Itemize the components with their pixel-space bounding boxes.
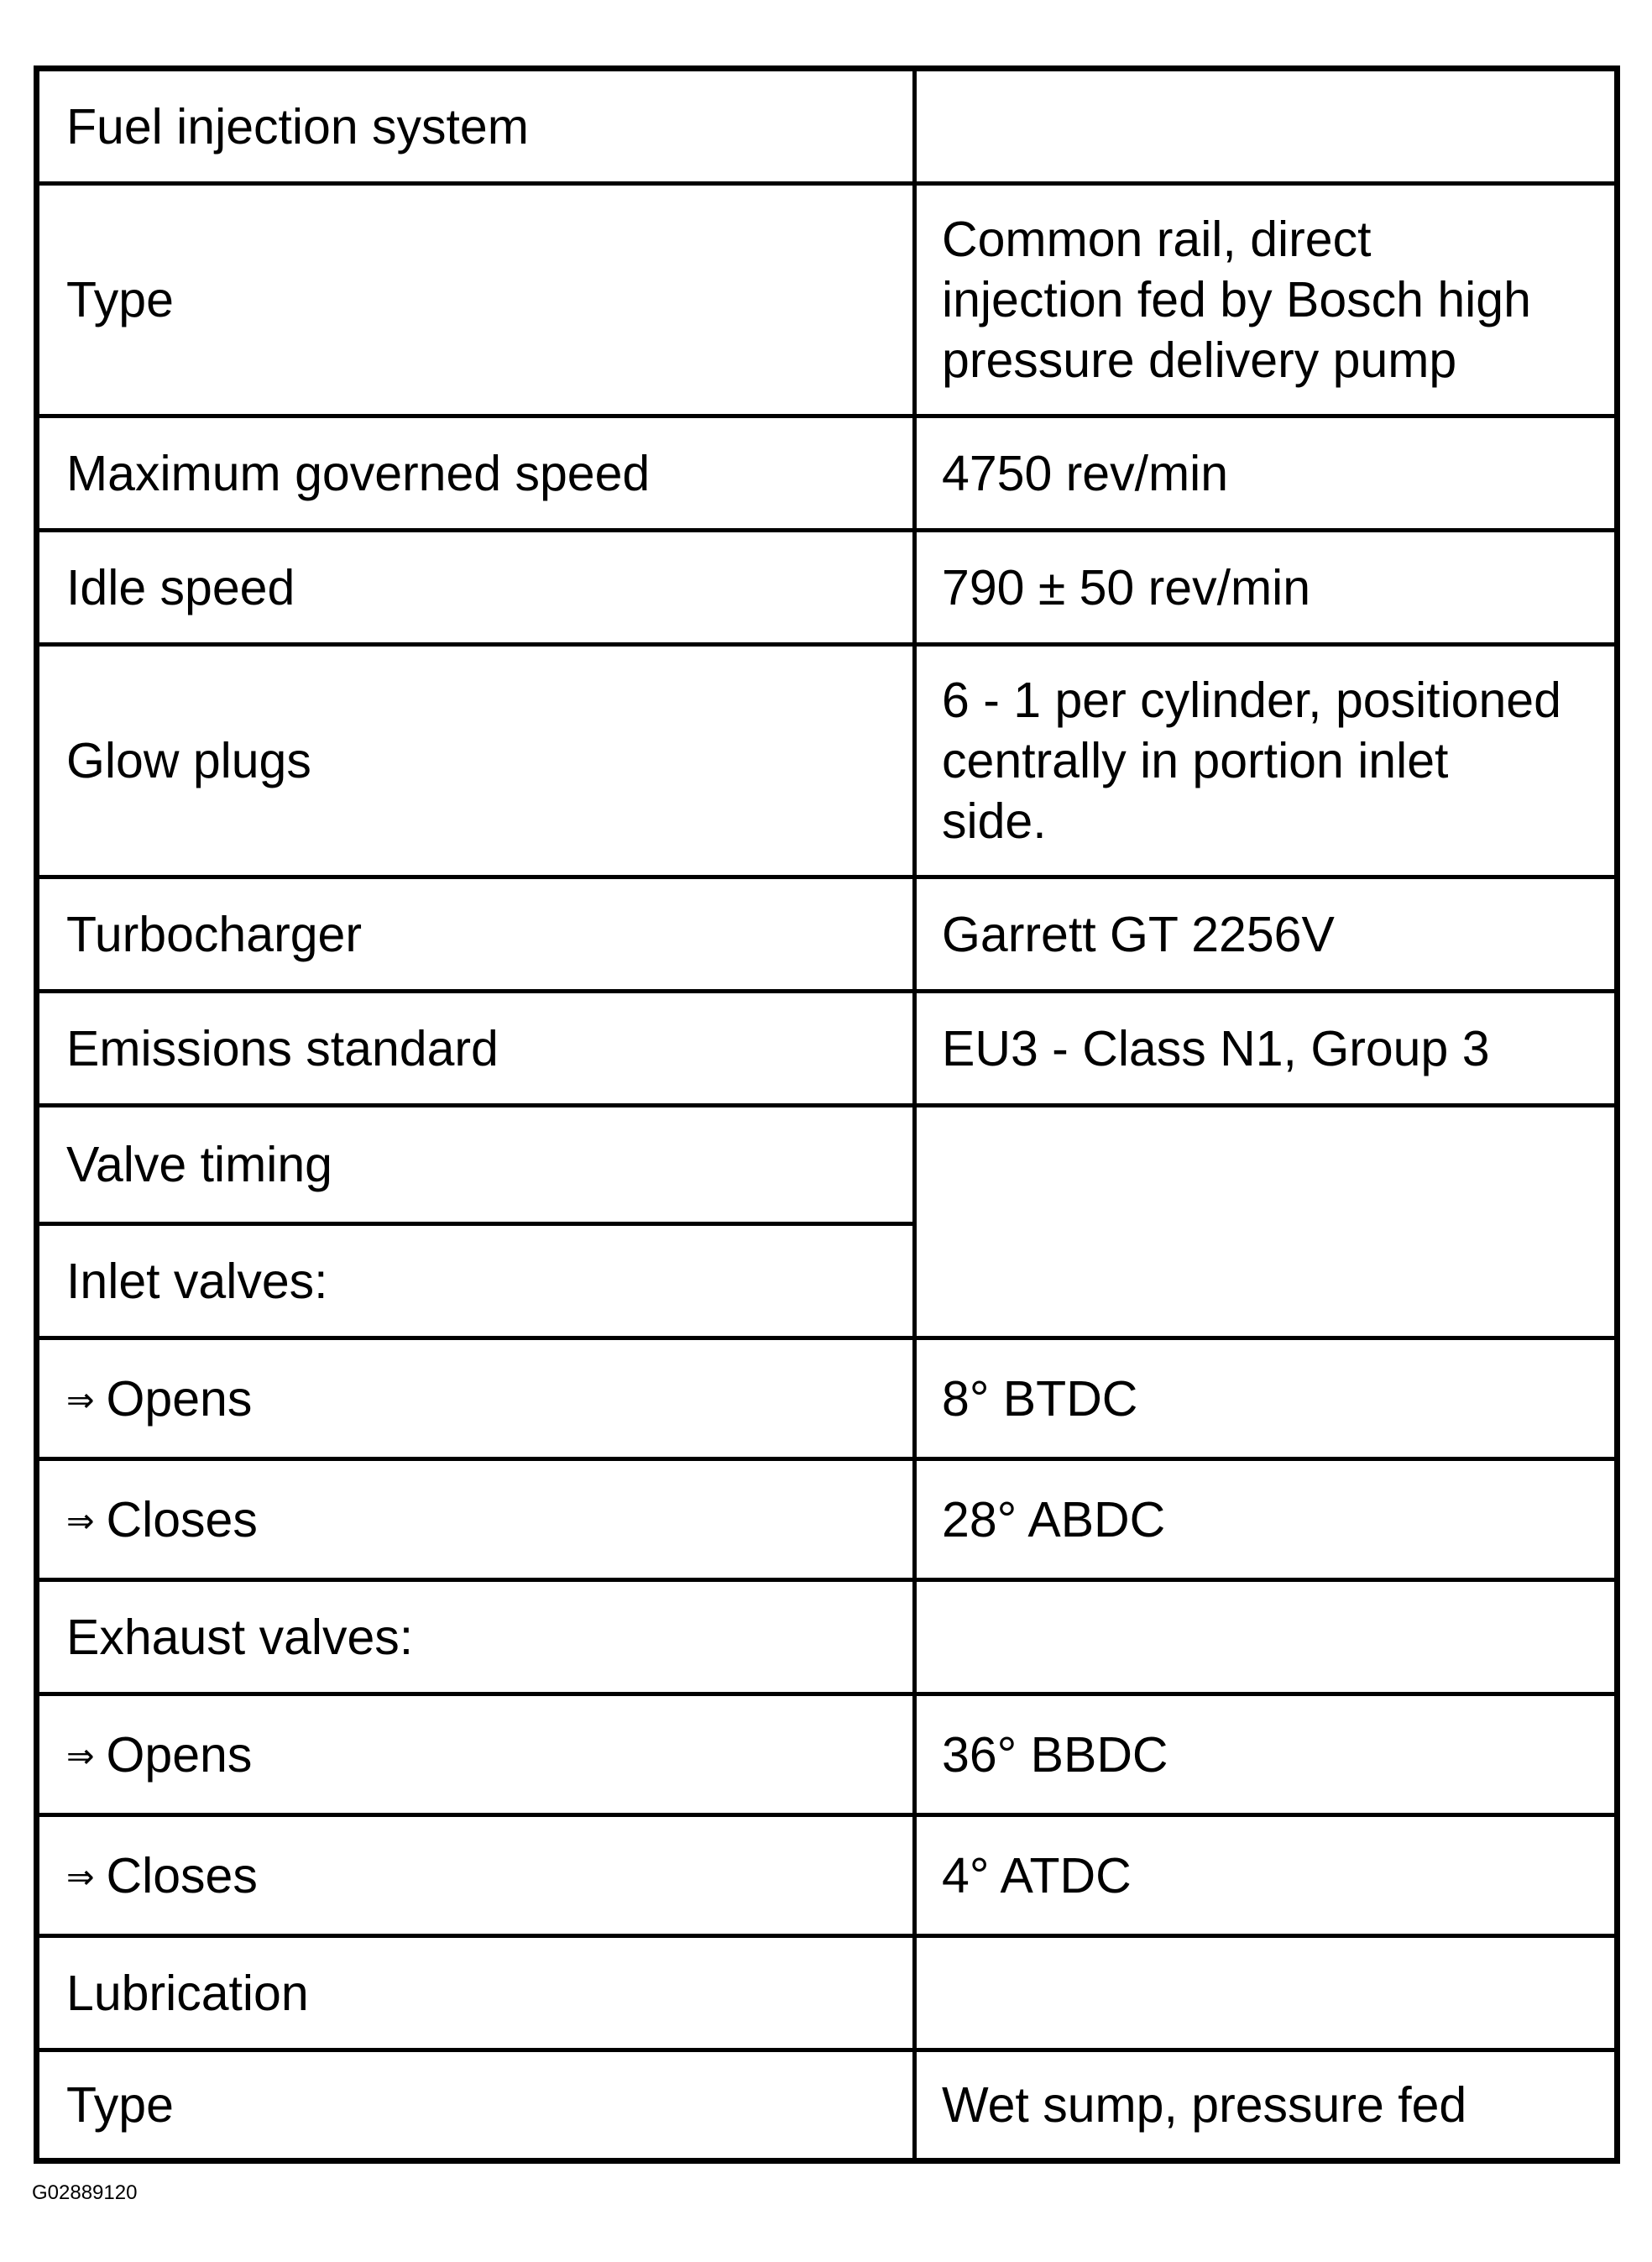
table-row	[39, 1336, 1614, 1457]
row-label: Exhaust valves:	[66, 1609, 414, 1665]
row-value: Common rail, direct injection fed by Bosch high pressure delivery pump	[912, 186, 1614, 414]
row-label-stack	[39, 1107, 912, 1336]
table-row	[39, 71, 1614, 181]
row-label: Valve timing	[66, 1137, 332, 1192]
row-label: Idle speed	[66, 559, 295, 615]
row-value: 8° BTDC	[912, 1340, 1614, 1457]
table-row	[39, 1457, 1614, 1578]
row-value	[912, 71, 1614, 181]
table-row	[39, 875, 1614, 989]
row-label: Turbocharger	[66, 906, 362, 962]
table-row	[39, 2048, 1614, 2158]
row-value: 790 ± 50 rev/min	[912, 532, 1614, 642]
row-value-merged	[912, 1107, 1614, 1336]
table-row	[39, 989, 1614, 1103]
row-label: Glow plugs	[66, 733, 311, 788]
spec-table	[34, 65, 1620, 2164]
row-value: 28° ABDC	[912, 1461, 1614, 1578]
arrow-icon: ⇒	[66, 1858, 95, 1896]
row-label: ⇒ Opens	[39, 1340, 912, 1457]
row-value: 4750 rev/min	[912, 418, 1614, 528]
row-label: Maximum governed speed	[66, 445, 651, 501]
row-value: 6 - 1 per cylinder, positioned centrally in portion inlet side.	[912, 647, 1614, 875]
table-row	[39, 1813, 1614, 1934]
figure-id: G02889120	[32, 2181, 138, 2204]
row-value: Garrett GT 2256V	[912, 879, 1614, 989]
arrow-icon: ⇒	[66, 1502, 95, 1540]
table-row-group	[39, 1103, 1614, 1336]
table-row	[39, 528, 1614, 642]
row-label: Inlet valves:	[39, 1222, 912, 1336]
table-row	[39, 1578, 1614, 1692]
row-label: ⇒ Closes	[39, 1817, 912, 1934]
row-label: Fuel injection system	[66, 98, 529, 154]
row-label: Lubrication	[66, 1965, 309, 2021]
row-label: Type	[66, 2077, 174, 2133]
row-label: ⇒ Opens	[39, 1696, 912, 1813]
row-value: EU3 - Class N1, Group 3	[912, 993, 1614, 1103]
row-value: 36° BBDC	[912, 1696, 1614, 1813]
table-row	[39, 1692, 1614, 1813]
row-value	[912, 1938, 1614, 2048]
row-value: Wet sump, pressure fed	[912, 2052, 1614, 2158]
table-row	[39, 181, 1614, 414]
table-row	[39, 642, 1614, 875]
row-label: ⇒ Closes	[39, 1461, 912, 1578]
row-label: Emissions standard	[66, 1020, 499, 1076]
row-value	[912, 1582, 1614, 1692]
table-row	[39, 414, 1614, 528]
table-row	[39, 1934, 1614, 2048]
row-label: Type	[66, 272, 174, 327]
arrow-icon: ⇒	[66, 1381, 95, 1419]
arrow-icon: ⇒	[66, 1737, 95, 1775]
row-value: 4° ATDC	[912, 1817, 1614, 1934]
